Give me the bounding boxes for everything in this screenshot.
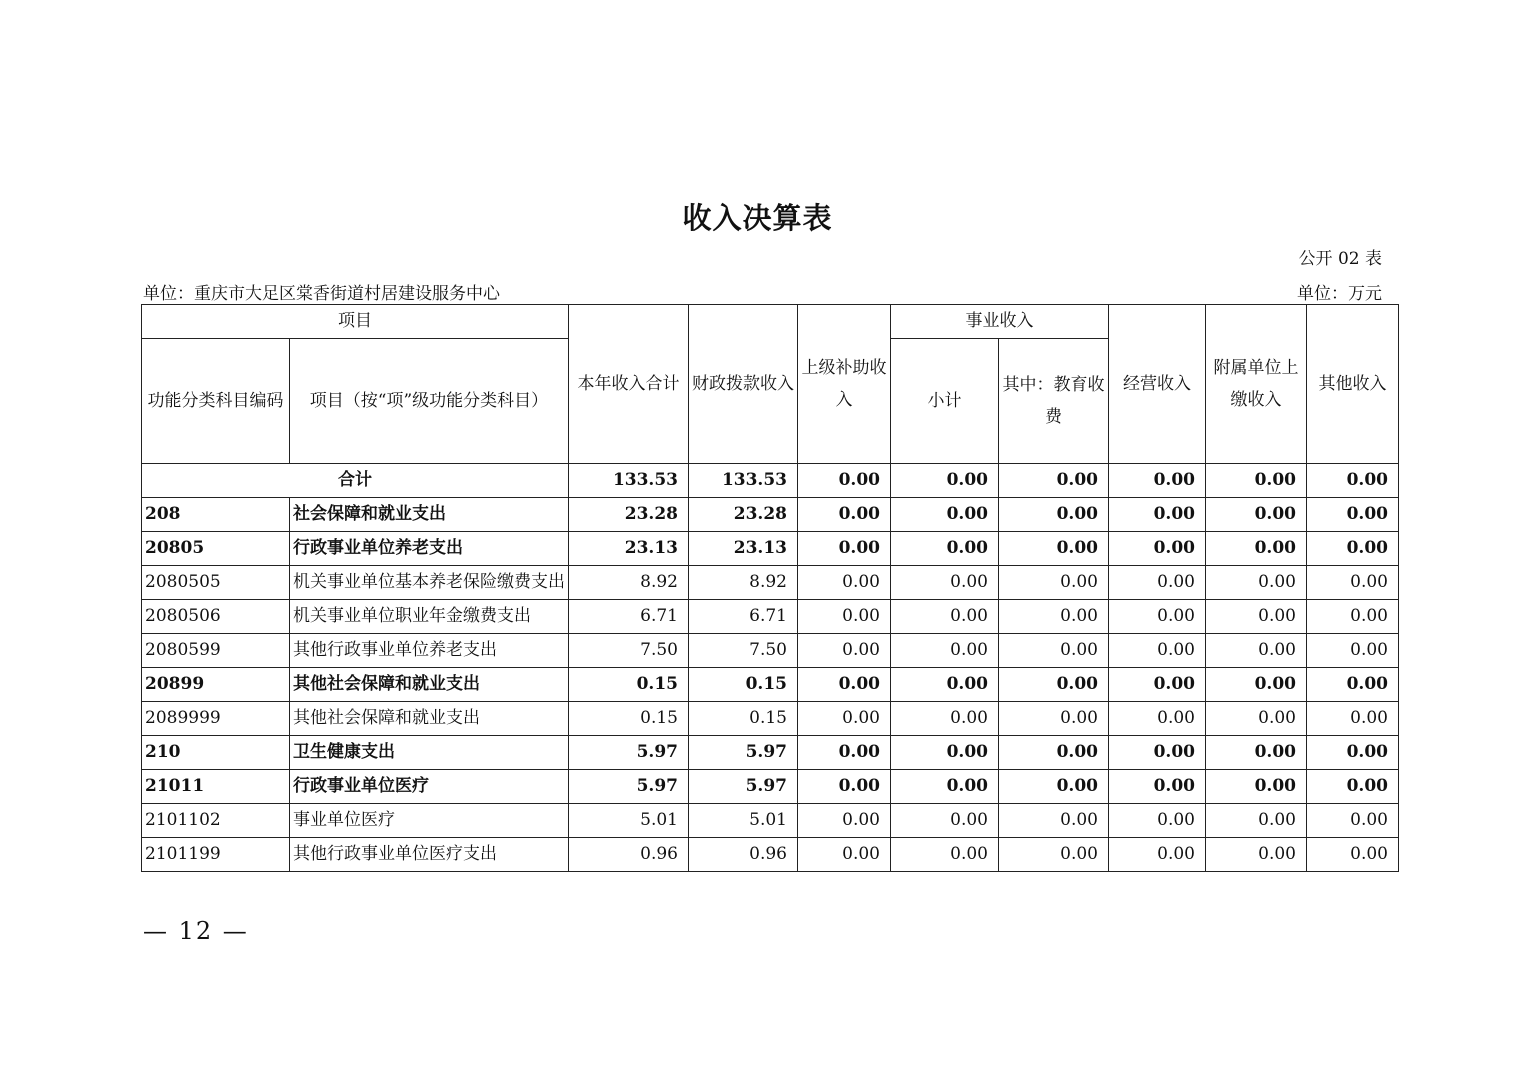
row-value: 0.15 (689, 702, 798, 736)
table-row (142, 600, 1399, 634)
row-value: 0.00 (798, 736, 891, 770)
table-row (142, 566, 1399, 600)
total-cell: 133.53 (689, 464, 798, 498)
row-value: 0.00 (798, 770, 891, 804)
row-value: 0.00 (1307, 838, 1399, 872)
table-row (142, 804, 1399, 838)
row-value: 0.00 (891, 566, 999, 600)
row-value: 0.00 (798, 702, 891, 736)
row-value: 0.00 (1109, 770, 1206, 804)
row-value: 0.00 (891, 770, 999, 804)
row-value: 0.00 (891, 498, 999, 532)
row-value: 0.00 (891, 668, 999, 702)
reporting-unit: 单位：重庆市大足区棠香街道村居建设服务中心 (143, 284, 500, 304)
total-cell: 0.00 (1109, 464, 1206, 498)
row-code: 210 (142, 736, 290, 770)
row-value: 0.00 (1109, 804, 1206, 838)
row-value: 23.13 (689, 532, 798, 566)
row-value: 0.00 (1307, 770, 1399, 804)
row-value: 0.00 (891, 634, 999, 668)
row-value: 0.15 (569, 668, 689, 702)
row-value: 0.00 (1109, 838, 1206, 872)
document-title: 收入决算表 (682, 201, 833, 235)
row-value: 0.00 (891, 736, 999, 770)
row-value: 0.00 (1307, 804, 1399, 838)
row-code: 20805 (142, 532, 290, 566)
row-code: 208 (142, 498, 290, 532)
total-cell: 133.53 (569, 464, 689, 498)
row-code: 2080599 (142, 634, 290, 668)
row-value: 0.00 (999, 634, 1109, 668)
row-value: 0.96 (689, 838, 798, 872)
header-other-income: 其他收入 (1307, 305, 1399, 464)
table-row (142, 736, 1399, 770)
total-cell: 0.00 (1307, 464, 1399, 498)
row-value: 0.00 (1206, 668, 1307, 702)
row-value: 0.00 (1109, 532, 1206, 566)
row-code: 21011 (142, 770, 290, 804)
row-value: 5.01 (569, 804, 689, 838)
row-value: 0.00 (798, 532, 891, 566)
total-cell: 0.00 (999, 464, 1109, 498)
row-value: 0.00 (798, 668, 891, 702)
row-value: 0.00 (1307, 498, 1399, 532)
row-value: 5.97 (569, 770, 689, 804)
header-total-income: 本年收入合计 (569, 305, 689, 464)
row-name: 卫生健康支出 (290, 736, 569, 770)
row-value: 0.00 (1307, 668, 1399, 702)
row-value: 7.50 (569, 634, 689, 668)
row-value: 0.00 (1109, 702, 1206, 736)
total-row (142, 464, 1399, 498)
row-value: 0.00 (999, 566, 1109, 600)
row-code: 2101199 (142, 838, 290, 872)
row-value: 0.00 (1206, 566, 1307, 600)
row-code: 20899 (142, 668, 290, 702)
row-value: 0.00 (1206, 736, 1307, 770)
row-value: 0.00 (798, 838, 891, 872)
row-value: 0.00 (891, 702, 999, 736)
row-value: 8.92 (569, 566, 689, 600)
table-row (142, 668, 1399, 702)
row-value: 0.00 (1307, 600, 1399, 634)
header-business-income: 事业收入 (891, 305, 1109, 339)
row-value: 23.28 (569, 498, 689, 532)
form-number: 公开 02 表 (1298, 249, 1382, 269)
table-row (142, 634, 1399, 668)
row-value: 0.00 (1109, 736, 1206, 770)
row-value: 0.00 (1307, 702, 1399, 736)
row-name: 机关事业单位职业年金缴费支出 (290, 600, 569, 634)
table-row (142, 532, 1399, 566)
row-value: 0.00 (1307, 532, 1399, 566)
row-value: 0.00 (999, 532, 1109, 566)
row-value: 0.00 (1206, 770, 1307, 804)
header-project: 项目 (142, 305, 569, 339)
header-fiscal-appropriation: 财政拨款收入 (689, 305, 798, 464)
row-value: 0.00 (1206, 498, 1307, 532)
row-value: 0.00 (1307, 736, 1399, 770)
row-value: 0.00 (798, 634, 891, 668)
row-value: 0.00 (891, 838, 999, 872)
table-row (142, 770, 1399, 804)
row-value: 7.50 (689, 634, 798, 668)
row-value: 0.00 (1206, 532, 1307, 566)
table-row (142, 838, 1399, 872)
row-value: 23.28 (689, 498, 798, 532)
header-business-subtotal: 小计 (891, 339, 999, 464)
header-function-code: 功能分类科目编码 (142, 339, 290, 464)
row-value: 0.15 (569, 702, 689, 736)
header-affiliated-income: 附属单位上缴收入 (1206, 305, 1307, 464)
row-value: 0.00 (798, 566, 891, 600)
row-value: 0.00 (1109, 668, 1206, 702)
row-value: 0.00 (1206, 634, 1307, 668)
row-name: 其他社会保障和就业支出 (290, 668, 569, 702)
row-name: 行政事业单位养老支出 (290, 532, 569, 566)
total-label: 合计 (142, 464, 569, 498)
row-value: 0.00 (891, 532, 999, 566)
row-value: 0.00 (999, 498, 1109, 532)
row-value: 5.01 (689, 804, 798, 838)
row-code: 2080506 (142, 600, 290, 634)
row-value: 0.96 (569, 838, 689, 872)
total-cell: 0.00 (798, 464, 891, 498)
total-cell: 0.00 (1206, 464, 1307, 498)
row-value: 8.92 (689, 566, 798, 600)
row-name: 行政事业单位医疗 (290, 770, 569, 804)
row-value: 0.00 (1109, 566, 1206, 600)
row-value: 0.00 (999, 702, 1109, 736)
row-value: 0.00 (999, 600, 1109, 634)
row-value: 6.71 (569, 600, 689, 634)
row-value: 0.00 (798, 498, 891, 532)
row-code: 2080505 (142, 566, 290, 600)
income-statement-table (141, 304, 1399, 872)
row-code: 2101102 (142, 804, 290, 838)
row-value: 6.71 (689, 600, 798, 634)
table-row (142, 702, 1399, 736)
header-business-education-fee: 其中：教育收费 (999, 339, 1109, 464)
row-value: 0.00 (999, 770, 1109, 804)
row-value: 0.00 (999, 838, 1109, 872)
row-value: 0.00 (891, 600, 999, 634)
row-value: 0.00 (1206, 838, 1307, 872)
row-value: 0.00 (1307, 634, 1399, 668)
header-item-name: 项目（按“项”级功能分类科目） (290, 339, 569, 464)
row-name: 其他社会保障和就业支出 (290, 702, 569, 736)
row-name: 社会保障和就业支出 (290, 498, 569, 532)
row-value: 0.00 (798, 804, 891, 838)
row-value: 0.00 (1206, 702, 1307, 736)
row-value: 5.97 (689, 770, 798, 804)
row-value: 0.00 (1109, 600, 1206, 634)
header-operating-income: 经营收入 (1109, 305, 1206, 464)
row-value: 0.00 (999, 736, 1109, 770)
row-value: 5.97 (689, 736, 798, 770)
row-value: 0.00 (999, 668, 1109, 702)
row-name: 其他行政事业单位医疗支出 (290, 838, 569, 872)
table-row (142, 498, 1399, 532)
row-value: 0.00 (1206, 600, 1307, 634)
row-name: 事业单位医疗 (290, 804, 569, 838)
row-name: 机关事业单位基本养老保险缴费支出 (290, 566, 569, 600)
page-number: — 12 — (143, 917, 249, 945)
total-cell: 0.00 (891, 464, 999, 498)
row-value: 0.00 (1206, 804, 1307, 838)
row-value: 23.13 (569, 532, 689, 566)
row-value: 0.00 (891, 804, 999, 838)
row-value: 0.00 (999, 804, 1109, 838)
header-superior-subsidy: 上级补助收入 (798, 305, 891, 464)
row-value: 0.15 (689, 668, 798, 702)
row-value: 0.00 (1109, 634, 1206, 668)
row-value: 0.00 (798, 600, 891, 634)
row-value: 0.00 (1109, 498, 1206, 532)
row-name: 其他行政事业单位养老支出 (290, 634, 569, 668)
row-value: 0.00 (1307, 566, 1399, 600)
row-value: 5.97 (569, 736, 689, 770)
row-code: 2089999 (142, 702, 290, 736)
currency-unit: 单位：万元 (1297, 284, 1382, 304)
